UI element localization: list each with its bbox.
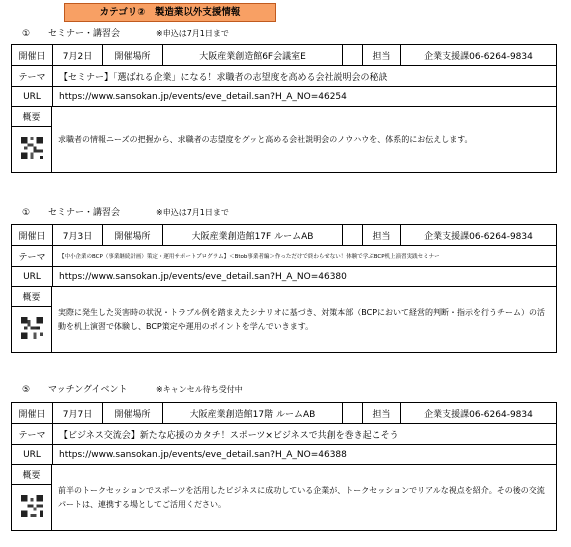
spacer-cell [342,403,362,423]
url-label: URL [23,91,41,102]
venue-label: 開催場所 [102,45,162,65]
overview-row [11,464,557,531]
event-table [11,44,557,173]
theme-value: 【ビジネス交流会】新たな応援のカタチ！スポーツ×ビジネスで共創を巻き起こそう [52,424,556,444]
contact-label: 担当 [362,403,400,423]
date-label: 開催日 [18,409,46,420]
venue-value: 大阪産業創造館6F会議室E [162,45,342,65]
event-number: ① [21,29,31,39]
event-heading [12,206,229,220]
overview-label-cell [12,465,52,530]
event-number: ① [21,208,31,218]
info-row [11,44,557,66]
event-url-link[interactable]: https://www.sansokan.jp/events/eve_detail.san?H_A_NO=46380 [52,267,556,286]
contact-label: 担当 [362,225,400,245]
event-url-link[interactable]: https://www.sansokan.jp/events/eve_detail.san?H_A_NO=46254 [52,87,556,106]
info-row [11,402,557,424]
spacer-cell [342,45,362,65]
overview-label-cell [12,107,52,172]
contact-label: 担当 [362,45,400,65]
overview-row [11,106,557,173]
venue-value: 大阪産業創造館17F ルームAB [162,225,342,245]
date-label: 開催日 [18,231,46,242]
venue-label: 開催場所 [102,403,162,423]
qr-code-icon[interactable] [21,137,43,159]
venue-label: 開催場所 [102,225,162,245]
event-category: マッチングイベント [48,385,128,395]
contact-value: 企業支援課06-6264-9834 [400,403,556,423]
overview-label: 概要 [12,287,51,307]
overview-label: 概要 [12,465,51,485]
event-table [11,224,557,353]
event-heading [12,383,243,397]
url-row [11,86,557,107]
event-note: ※申込は7月1日まで [156,208,229,217]
contact-value: 企業支援課06-6264-9834 [400,225,556,245]
venue-value: 大阪産業創造館17階 ルームAB [162,403,342,423]
event-number: ⑤ [21,385,31,395]
overview-row [11,286,557,353]
event-table [11,402,557,531]
url-row [11,444,557,465]
theme-label: テーマ [18,72,46,83]
event-note: ※申込は7月1日まで [156,29,229,38]
theme-row [11,65,557,87]
event-note: ※キャンセル待ち受付中 [156,385,243,394]
overview-text: 求職者の情報ニーズの把握から、求職者の志望度をグッと高める会社説明会のノウハウを、体系的にお伝えします。 [58,134,473,144]
category-banner: カテゴリ② 製造業以外支援情報 [64,3,276,22]
url-label: URL [23,449,41,460]
overview-text: 実際に発生した災害時の状況・トラブル例を踏まえたシナリオに基づき、対策本部（BCPにおいて経営的判断・指示を行うチーム）の活動を机上演習で体験し、BCP策定や運用のポイントを学んでいきます。 [58,307,546,331]
contact-value: 企業支援課06-6264-9834 [400,45,556,65]
theme-row [11,423,557,445]
qr-code-icon[interactable] [21,495,43,517]
qr-code-icon[interactable] [21,317,43,339]
theme-label: テーマ [18,430,46,441]
overview-label-cell [12,287,52,352]
theme-value: 【セミナー】「選ばれる企業」になる！求職者の志望度を高める会社説明会の秘訣 [52,66,556,86]
date-value: 7月3日 [52,225,102,245]
url-row [11,266,557,287]
info-row [11,224,557,246]
overview-label: 概要 [12,107,51,127]
date-label: 開催日 [18,51,46,62]
date-value: 7月2日 [52,45,102,65]
event-heading [12,27,229,41]
event-category: セミナー・講習会 [48,208,121,218]
date-value: 7月7日 [52,403,102,423]
theme-value: 【中小企業のBCP（事業継続計画）策定・運用サポートプログラム】＜Btob事業者編＞作っただけで終わらせない！体験で学ぶBCP机上演習実践セミナー [52,246,556,266]
event-category: セミナー・講習会 [48,29,121,39]
theme-label: テーマ [18,252,46,263]
spacer-cell [342,225,362,245]
url-label: URL [23,271,41,282]
theme-row [11,245,557,267]
overview-text: 前半のトークセッションでスポーツを活用したビジネスに成功している企業が、トークセッションでリアルな視点を紹介。その後の交流パートは、連携する場としてご活用ください。 [58,485,545,509]
event-url-link[interactable]: https://www.sansokan.jp/events/eve_detail.san?H_A_NO=46388 [52,445,556,464]
